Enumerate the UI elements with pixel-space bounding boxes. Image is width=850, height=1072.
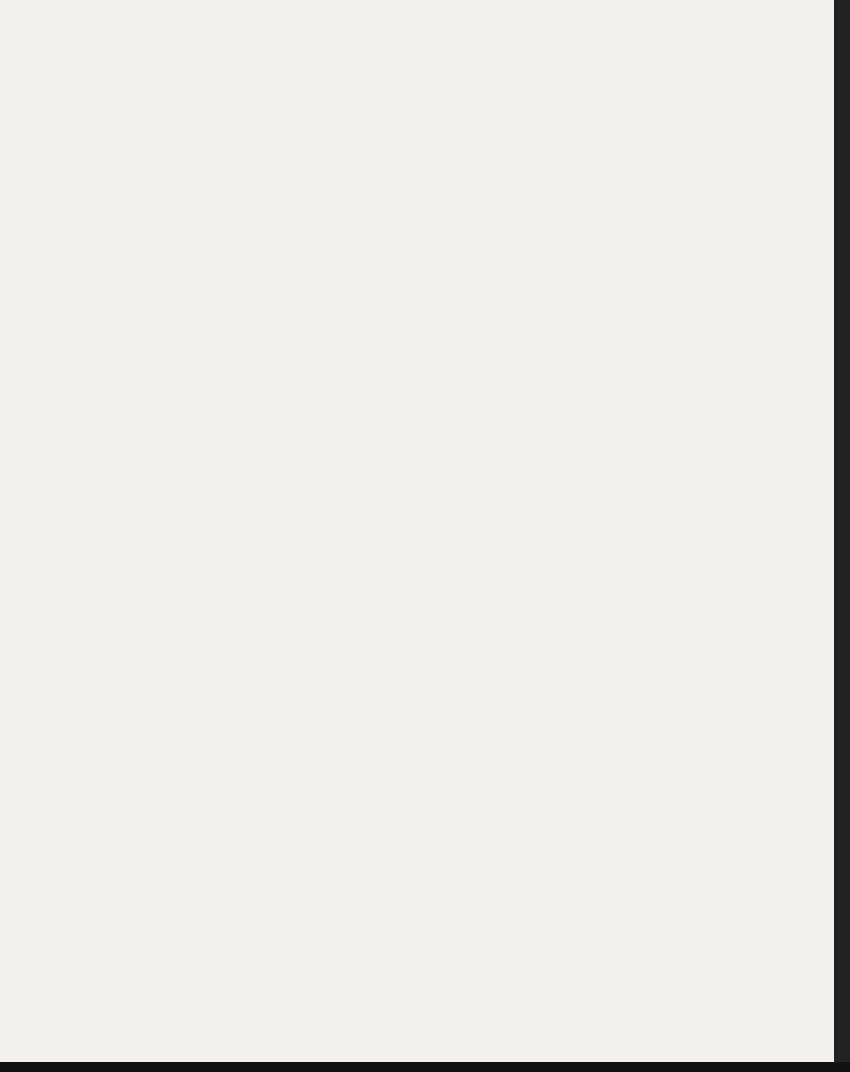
page-bottom-shadow bbox=[0, 1062, 850, 1072]
page-edge-shadow bbox=[834, 0, 850, 1072]
